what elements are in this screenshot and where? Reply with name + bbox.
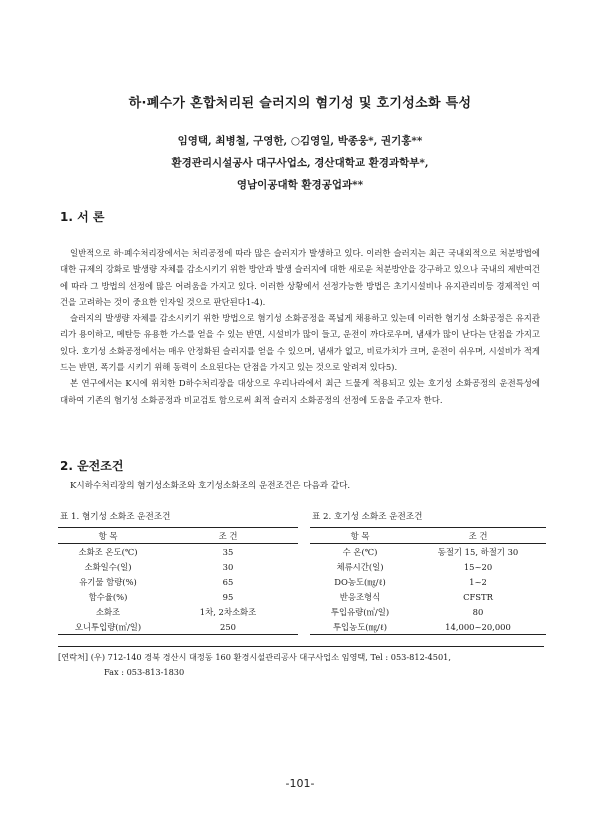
table-header-cell: 조 건 <box>158 528 298 544</box>
table-cell: 오니투입량(㎥/일) <box>58 619 158 635</box>
section-heading-introduction: 1. 서 론 <box>60 210 105 224</box>
author-affiliation-1: 환경관리시설공사 대구사업소, 경산대학교 환경과학부*, <box>171 157 429 169</box>
author-names: 임영택, 최병철, 구영한, ○김영일, 박종웅*, 권기홍** <box>177 135 423 147</box>
table-cell: DO농도(㎎/ℓ) <box>334 576 386 587</box>
table2-caption: 표 2. 호기성 소화조 운전조건 <box>312 512 423 522</box>
table-row <box>58 544 298 560</box>
section-heading-operating-conditions: 2. 운전조건 <box>60 459 124 473</box>
table-header-cell: 항 목 <box>310 528 410 544</box>
table-cell: 소화일수(일) <box>84 561 132 572</box>
table-cell: 15~20 <box>463 561 493 572</box>
table-anaerobic-conditions <box>58 527 298 635</box>
table-header-row <box>310 528 546 544</box>
table-cell: 1차, 2차소화조 <box>199 606 257 617</box>
table-aerobic-conditions <box>310 527 546 635</box>
table-cell: 반응조형식 <box>339 591 381 602</box>
table-row <box>310 619 546 635</box>
table-row <box>310 544 546 560</box>
paragraph: 슬러지의 발생량 자체를 감소시키기 위한 방법으로 혐기성 소화공정을 폭넓게 채용하고 있는데 이러한 혐기성 소화공정은 유지관리가 용이하고, 메탄등 유용한 가스를 얻을 수 있는 반면, 시설비가 많이 들고, 운전이 까다로우며, 냄새가 많이 난다는 단점을 가지고 있다. 호기성 소화공정에서는 매우 안정화된 슬러지를 얻을 수 있으며, 냄새가 없고, 비료가치가 크며, 운전이 쉬우며, 시설비가 적게 드는 반면, 폭기를 시키기 위해 동력이 소요된다는 단점을 가지고 있는 것으로 알려져 있다5). <box>60 313 540 373</box>
paper-title: 하·폐수가 혼합처리된 슬러지의 혐기성 및 호기성소화 특성 <box>128 96 472 111</box>
table-header-cell: 항 목 <box>58 528 158 544</box>
table-cell: 250 <box>158 619 298 635</box>
table-row <box>58 619 298 635</box>
table-cell: CFSTR <box>463 591 493 602</box>
table-cell: 유기물 함량(%) <box>79 576 137 587</box>
table-header-cell: 조 건 <box>410 528 546 544</box>
table-cell: 14,000~20,000 <box>410 619 546 635</box>
table-cell: 수 온(℃) <box>342 546 378 557</box>
contact-fax: Fax : 053-813-1830 <box>104 667 185 677</box>
section2-intro: K시하수처리장의 혐기성소화조와 호기성소화조의 운전조건은 다음과 같다. <box>70 481 351 491</box>
table-cell: 소화조 <box>95 606 121 617</box>
introduction-body <box>60 245 540 408</box>
table-cell: 함수율(%) <box>88 591 128 602</box>
paragraph: 본 연구에서는 K시에 위치한 D하수처리장을 대상으로 우리나라에서 최근 드물게 적용되고 있는 호기성 소화공정의 운전특성에 대하여 기존의 혐기성 소화공정과 비교검토 함으로써 최적 슬러지 소화공정의 선정에 도움을 주고자 한다. <box>60 378 540 405</box>
table-header-row <box>58 528 298 544</box>
contact-footnote <box>58 646 544 680</box>
table-cell: 65 <box>222 576 234 587</box>
table-cell: 1~2 <box>469 576 487 587</box>
table-cell: 35 <box>222 546 234 557</box>
table-cell: 투입농도(㎎/ℓ) <box>310 619 410 635</box>
table-row <box>310 604 546 619</box>
table-cell: 95 <box>222 591 234 602</box>
table-cell: 동절기 15, 하절기 30 <box>437 546 519 557</box>
table-row <box>310 589 546 604</box>
table-row <box>58 559 298 574</box>
table-row <box>58 589 298 604</box>
page-number: -101- <box>285 777 315 790</box>
paragraph: 일반적으로 하·폐수처리장에서는 처리공정에 따라 많은 슬러지가 발생하고 있다. 이러한 슬러지는 최근 국내외적으로 처분방법에 대한 규제의 강화로 발생량 자체를 감소시키기 위한 방안과 발생 슬러지에 대한 새로운 처분방안을 강구하고 있으나 국내의 제반여건에 따라 그 방법의 선정에 많은 어려움을 가지고 있다. 이러한 상황에서 선정가능한 방법은 초기시설비나 유지관리비등 경제적인 여건을 고려하는 것이 중요한 인자일 것으로 판단된다1-4). <box>60 248 540 307</box>
table-row <box>310 559 546 574</box>
table-cell: 30 <box>222 561 234 572</box>
author-affiliation-2: 영남이공대학 환경공업과** <box>236 179 364 191</box>
table-cell: 체류시간(일) <box>336 561 384 572</box>
table-row <box>58 574 298 589</box>
table-cell: 80 <box>472 606 484 617</box>
contact-address: [연락처] (우) 712-140 경북 경산시 대정동 160 환경시설관리공사 대구사업소 임영택, Tel : 053-812-4501, <box>58 652 451 662</box>
table1-caption: 표 1. 혐기성 소화조 운전조건 <box>60 512 171 522</box>
table-cell: 투입유량(㎥/일) <box>330 606 390 617</box>
table-cell: 소화조 온도(℃) <box>78 546 138 557</box>
table-row <box>58 604 298 619</box>
table-row <box>310 574 546 589</box>
